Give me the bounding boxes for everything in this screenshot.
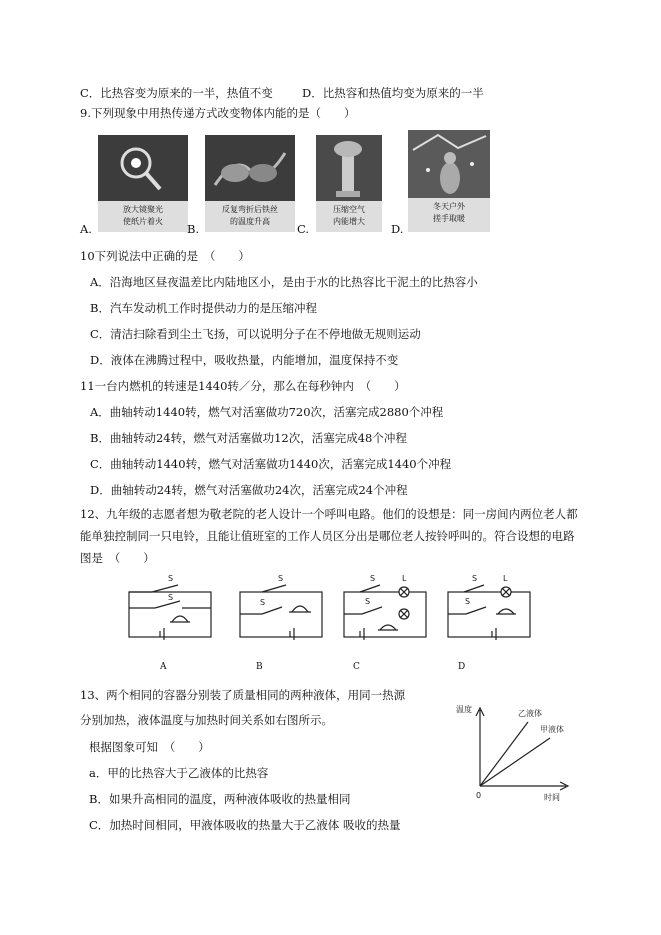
- circuit-d-s1: S: [472, 574, 478, 583]
- circuit-c-lamp: L: [402, 574, 407, 583]
- circuit-b: [240, 574, 322, 640]
- piston-icon: [316, 135, 382, 201]
- q13-line2: 分别加热，液体温度与加热时间关系如右图所示。: [80, 713, 333, 727]
- graph-series-yi: 乙液体: [518, 709, 542, 718]
- q9-caption-b1: 反复弯折后铁丝: [222, 205, 278, 214]
- q11-option-b: B．曲轴转动24转，燃气对活塞做功12次，活塞完成48个冲程: [90, 431, 407, 445]
- circuit-d: [448, 574, 530, 640]
- graph-line-yi: [480, 722, 528, 786]
- hands-icon: [408, 130, 490, 198]
- graph-line-jia: [480, 738, 550, 786]
- q10-stem: 10下列说法中正确的是 （ ）: [80, 249, 250, 263]
- q13-line1: 13、两个相同的容器分别装了质量相同的两种液体，用同一热源: [80, 688, 406, 702]
- q9-photo-a: [98, 135, 188, 232]
- q11-option-d: D．曲轴转动24转，燃气对活塞做功24次，活塞完成24个冲程: [90, 483, 408, 497]
- q8-option-d: D．比热容和热值均变为原来的一半: [302, 86, 484, 100]
- circuit-d-s2: S: [465, 597, 471, 606]
- q8-option-c: C．比热容变为原来的一半，热值不变: [80, 86, 273, 100]
- q13-option-c: C．加热时间相同，甲液体吸收的热量大于乙液体 吸收的热量: [89, 818, 401, 832]
- q9-photo-b: [205, 135, 295, 232]
- circuit-b-s2: S: [260, 598, 266, 607]
- q9-letter-a: A.: [80, 222, 92, 236]
- q9-photo-c: [316, 135, 382, 232]
- graph-series-jia: 甲液体: [540, 725, 564, 734]
- q9-letter-d: D.: [391, 222, 404, 236]
- wire-icon: [205, 135, 295, 201]
- graph-origin: 0: [476, 791, 482, 800]
- q13-option-a: a．甲的比热容大于乙液体的比热容: [89, 766, 269, 780]
- circuit-c-s1: S: [370, 574, 376, 583]
- q13-line3: 根据图象可知 （ ）: [89, 740, 210, 754]
- circuit-a: [129, 574, 211, 640]
- circuit-label-b: B: [256, 662, 263, 672]
- q11-stem: 11一台内燃机的转速是1440转／分，那么在每秒钟内 （ ）: [80, 379, 406, 393]
- q12-line1: 12、九年级的志愿者想为敬老院的老人设计一个呼叫电路。他们的设想是：同一房间内两位老人都: [80, 507, 578, 521]
- q9-letter-c: C.: [297, 222, 310, 236]
- q9-caption-c1: 压缩空气: [333, 205, 365, 214]
- q12-line2: 能单独控制同一只电铃，且能让值班室的工作人员区分出是哪位老人按铃呼叫的。符合设想的电路: [80, 529, 575, 543]
- circuit-label-a: A: [160, 662, 167, 672]
- temperature-time-graph: [448, 698, 578, 808]
- circuit-a-s2: S: [168, 593, 174, 602]
- circuit-label-c: C: [353, 662, 360, 672]
- q9-caption-b2: 的温度升高: [230, 217, 270, 226]
- q10-option-c: C．清洁扫除看到尘土飞扬，可以说明分子在不停地做无规则运动: [90, 327, 421, 341]
- q9-caption-c2: 内能增大: [333, 217, 365, 226]
- q9-caption-a2: 使纸片着火: [123, 217, 163, 226]
- circuit-c: [344, 574, 426, 640]
- q10-option-b: B．汽车发动机工作时提供动力的是压缩冲程: [90, 301, 317, 315]
- circuit-a-s1: S: [168, 574, 174, 583]
- q9-caption-d2: 搓手取暖: [433, 214, 465, 223]
- q9-letter-b: B.: [187, 222, 200, 236]
- q9-caption-a1: 放大镜聚光: [123, 205, 163, 214]
- q10-option-d: D．液体在沸腾过程中，吸收热量，内能增加，温度保持不变: [90, 353, 399, 367]
- circuit-d-lamp: L: [503, 574, 508, 583]
- q11-option-a: A．曲轴转动1440转，燃气对活塞做功720次，活塞完成2880个冲程: [90, 405, 444, 419]
- graph-ylabel: 温度: [456, 705, 472, 714]
- q9-caption-d1: 冬天户外: [433, 202, 465, 211]
- q12-line3: 图是 （ ）: [80, 551, 155, 565]
- circuit-label-d: D: [458, 662, 466, 672]
- q10-option-a: A．沿海地区昼夜温差比内陆地区小，是由于水的比热容比干泥土的比热容小: [90, 275, 478, 289]
- q11-option-c: C．曲轴转动1440转，燃气对活塞做功1440次，活塞完成1440个冲程: [90, 457, 452, 471]
- q13-option-b: B．如果升高相同的温度，两种液体吸收的热量相同: [89, 792, 351, 806]
- magnifier-icon: [98, 135, 188, 201]
- circuit-diagrams: [0, 570, 661, 670]
- circuit-b-s1: S: [278, 574, 284, 583]
- q9-photo-d: [408, 130, 490, 232]
- circuit-c-s2: S: [365, 597, 371, 606]
- graph-xlabel: 时间: [544, 793, 560, 802]
- q9-stem: 9.下列现象中用热传递方式改变物体内能的是（ ）: [80, 106, 356, 120]
